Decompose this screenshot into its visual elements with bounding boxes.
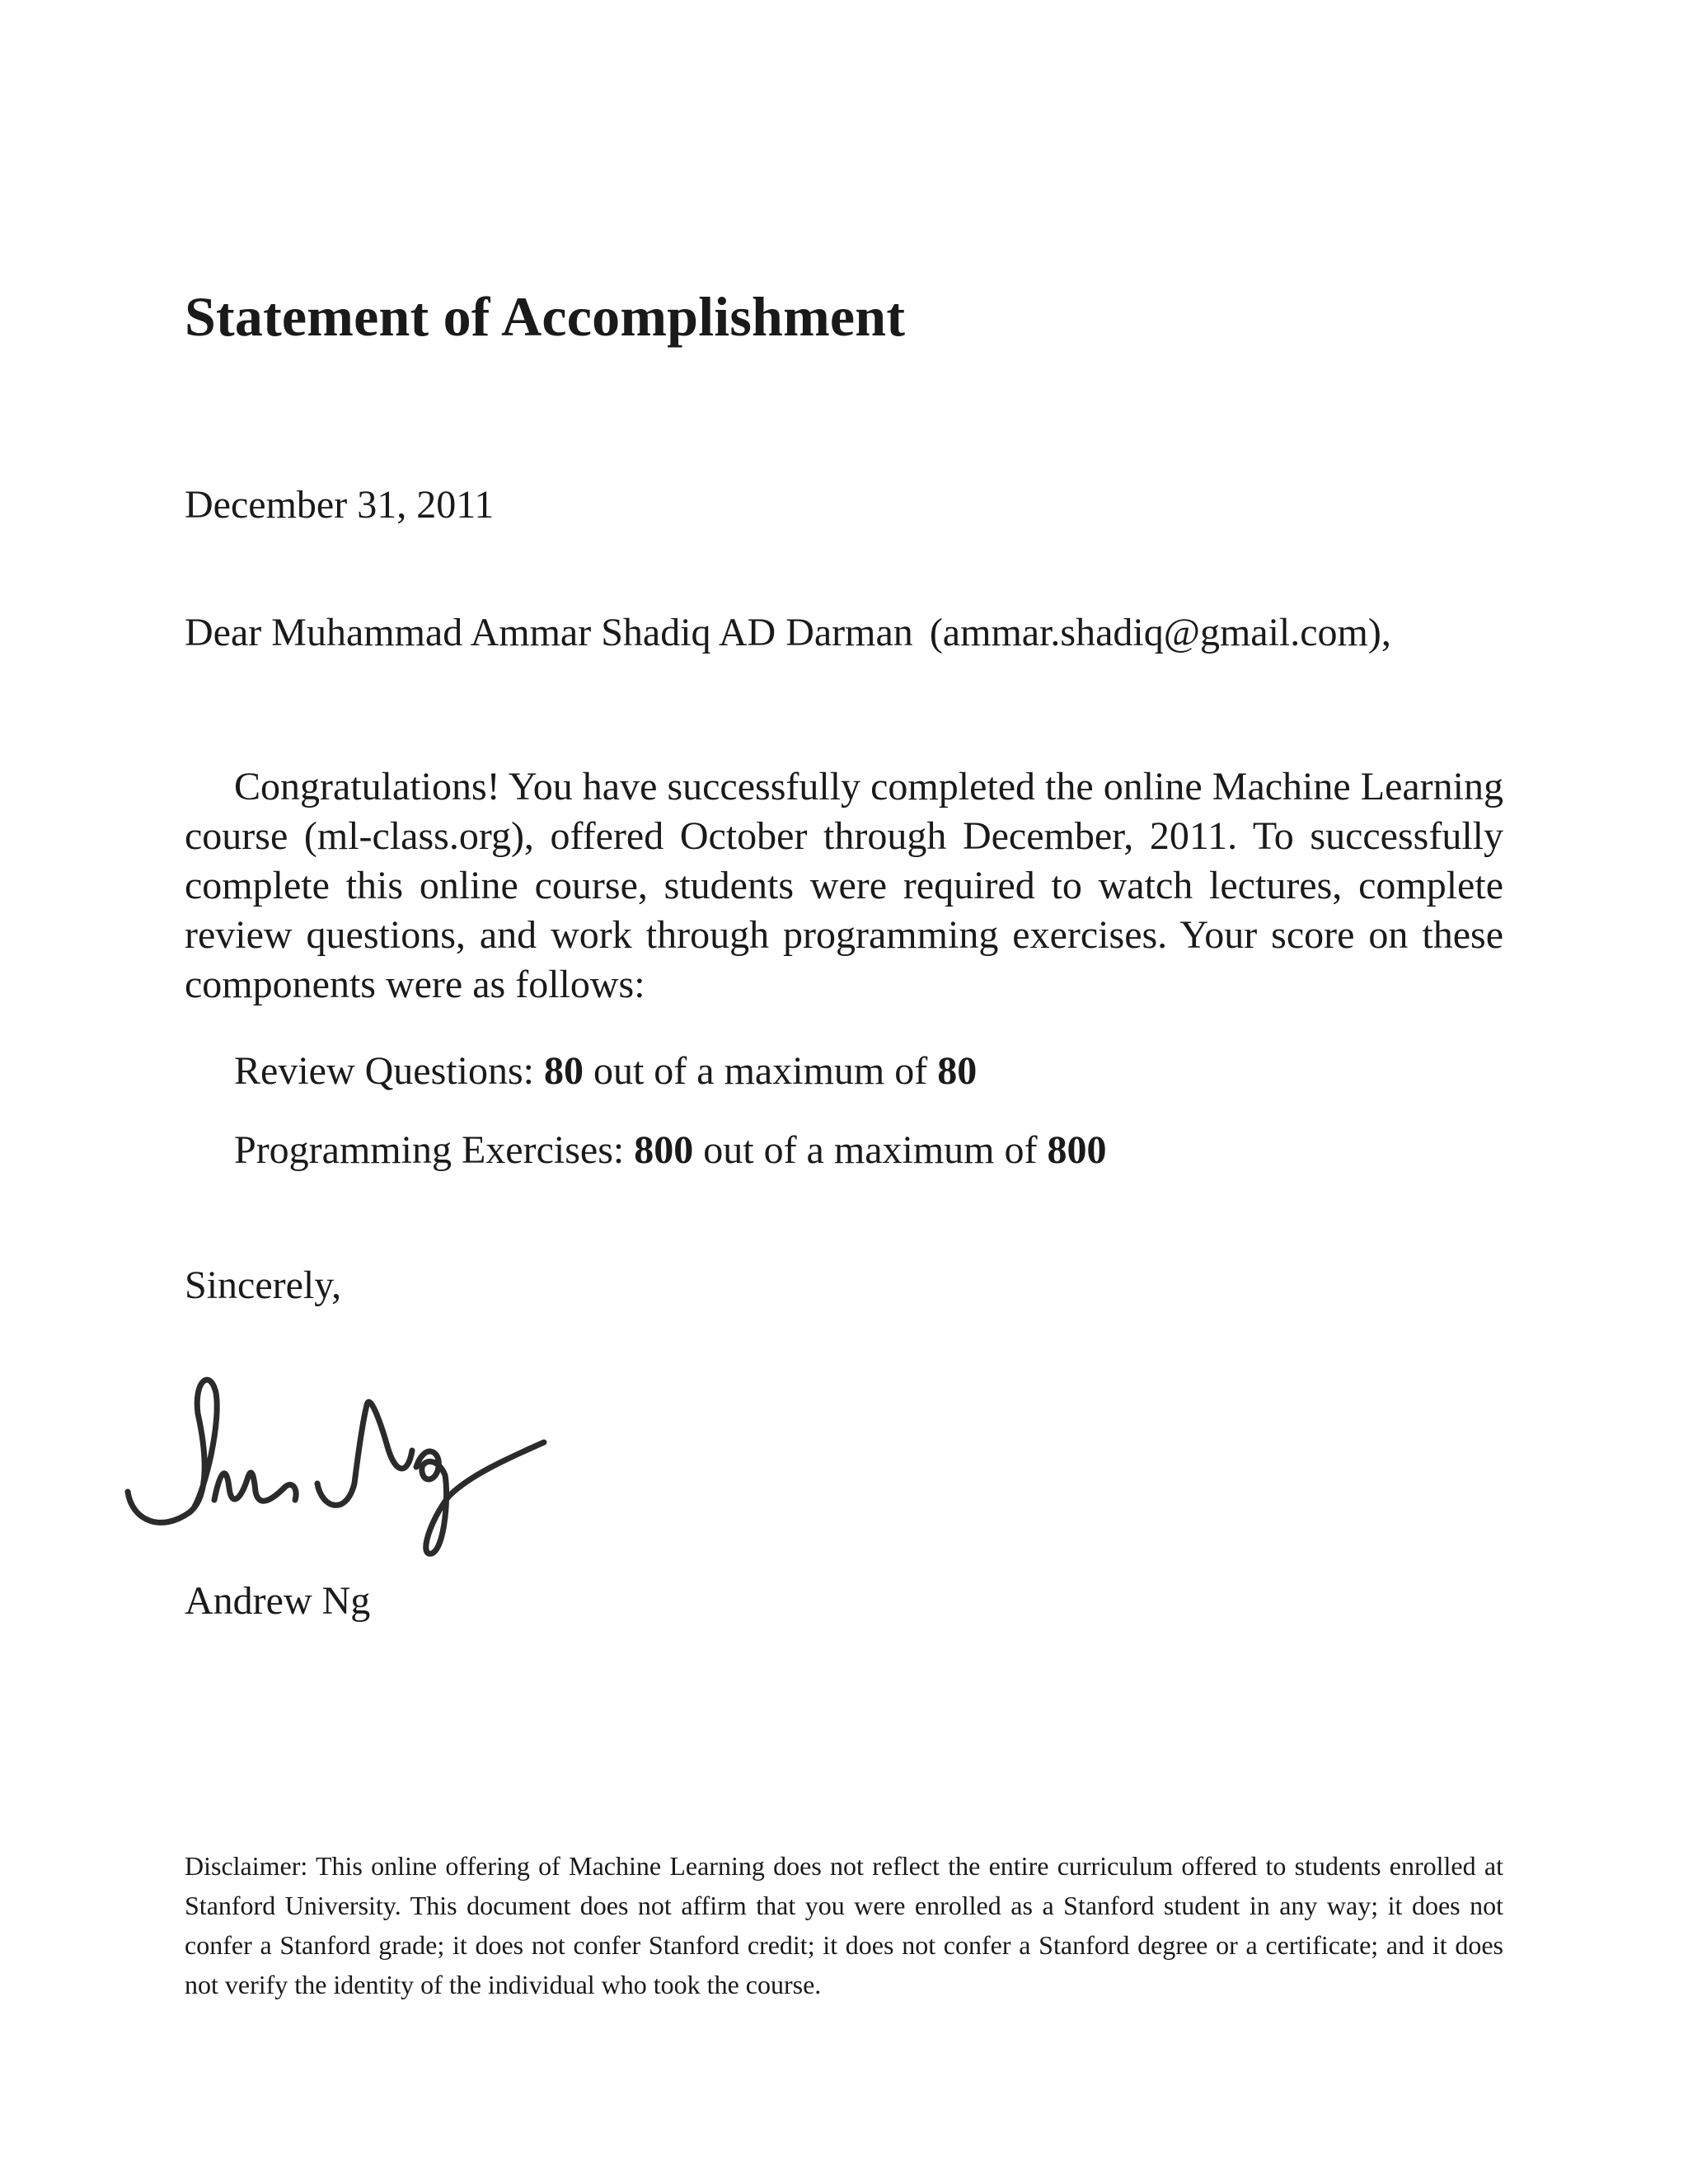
review-max: 80: [937, 1049, 978, 1093]
body-paragraph: Congratulations! You have successfully completed the online Machine Learning course (ml-class.org), offered October through December, 2011. To successfully complete this online course, students were required to watch lectures, complete review questions, and work through programming exercises. Your score on these components were as follows:: [185, 765, 1503, 1006]
review-score: 80: [543, 1049, 584, 1093]
disclaimer: Disclaimer: This online offering of Machine Learning does not reflect the entire curriculum offered to students enrolled at Stanford University. This document does not affirm that you were enrolled as a Stanford student in any way; it does not confer a Stanford grade; it does not confer Stanford credit; it does not confer a Stanford degree or a certificate; and it does not verify the identity of the individual who took the course.: [185, 1851, 1503, 1999]
programming-score: 800: [634, 1128, 694, 1172]
signer-name: Andrew Ng: [185, 1579, 371, 1623]
document-title: Statement of Accomplishment: [185, 285, 906, 348]
salutation-greeting: Dear Muhammad Ammar Shadiq AD Darman: [185, 611, 913, 654]
programming-exercises-score: [234, 1127, 1107, 1173]
programming-label: Programming Exercises:: [234, 1128, 625, 1172]
recipient-email: (ammar.shadiq@gmail.com),: [929, 611, 1391, 654]
programming-max: 800: [1047, 1128, 1107, 1172]
review-questions-score: [234, 1048, 977, 1094]
programming-middle: out of a maximum of: [703, 1128, 1038, 1172]
salutation: [185, 610, 1391, 655]
handwritten-signature: [115, 1343, 643, 1591]
review-middle: out of a maximum of: [593, 1049, 928, 1093]
document-date: December 31, 2011: [185, 483, 495, 527]
closing: Sincerely,: [185, 1263, 342, 1307]
review-label: Review Questions:: [234, 1049, 534, 1093]
